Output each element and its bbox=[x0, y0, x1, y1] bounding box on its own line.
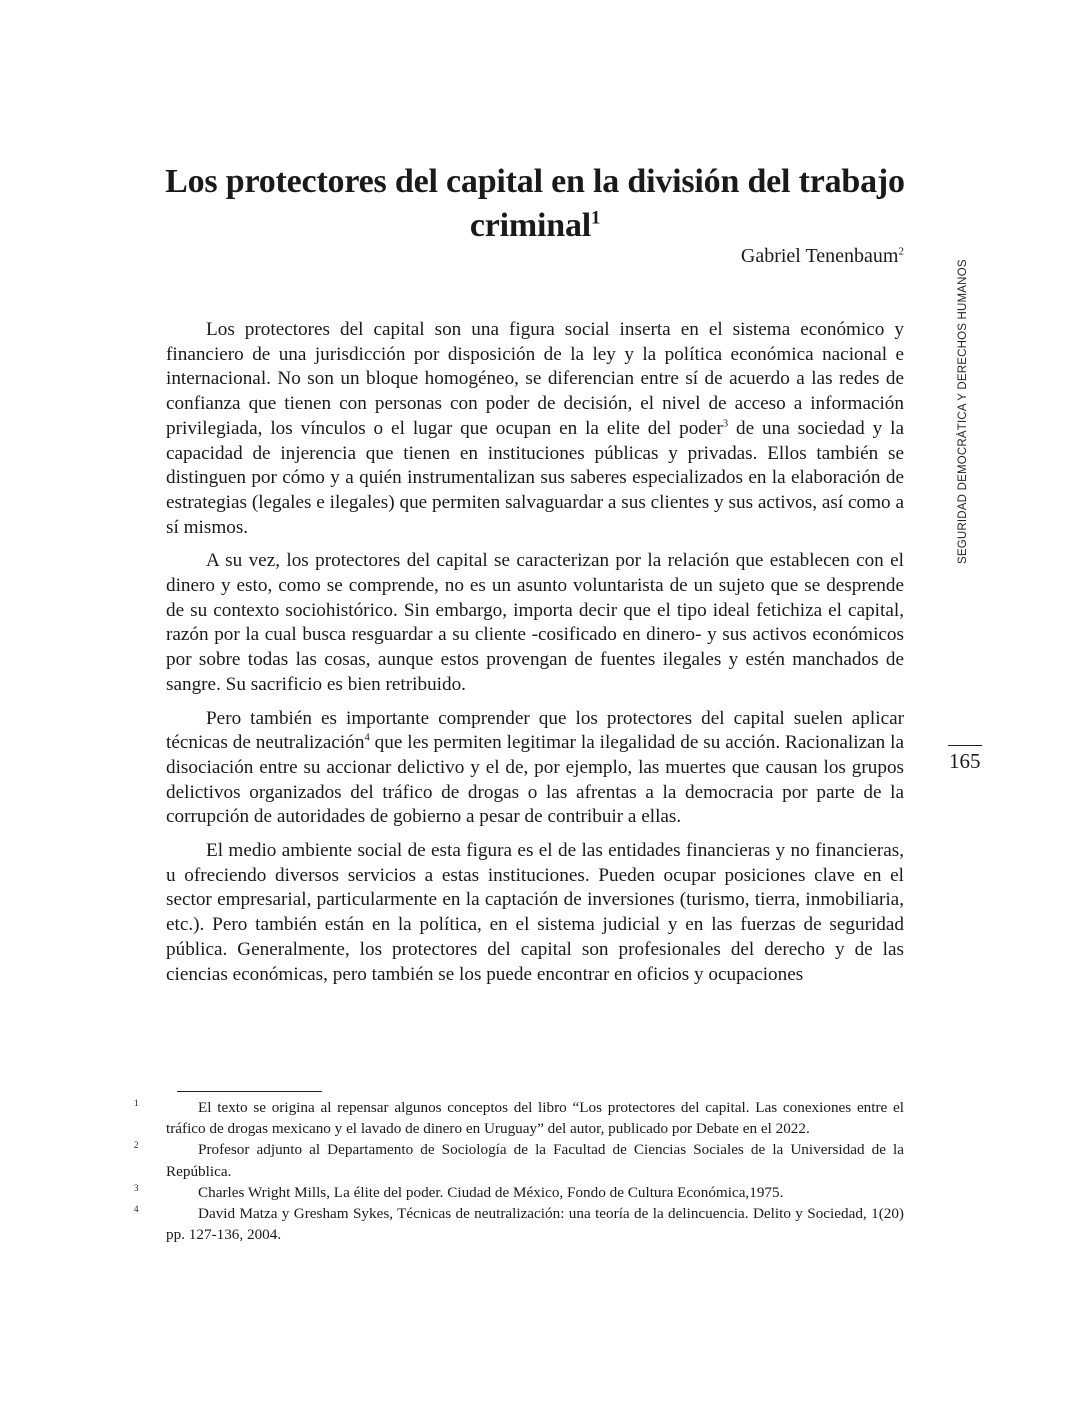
footnote-text: El texto se origina al repensar algunos conceptos del libro “Los protectores del capital. Las conexiones entre el tráfico de drogas mexicano y el lavado de dinero en Uruguay” del autor, publicado por Debate en el 2022. bbox=[166, 1099, 904, 1138]
footnote-text: David Matza y Gresham Sykes, Técnicas de neutralización: una teoría de la delincuencia. Delito y Sociedad, 1(20) pp. 127-136, 2004. bbox=[166, 1205, 904, 1244]
paragraph-text: El medio ambiente social de esta figura es el de las entidades financieras y no financieras, u ofreciendo diversos servicios a estas instituciones. Pueden ocupar posiciones clave en el sector empresarial, particularmente en la captación de inversiones (turismo, tierra, inmobiliaria, etc.). Pero también están en la política, en el sistema judicial y en las fuerzas de seguridad pública. Generalmente, los protectores del capital son profesionales del derecho y de las ciencias económicas, pero también se los puede encontrar en oficios y ocupaciones bbox=[166, 840, 904, 985]
author-footnote-ref[interactable]: 2 bbox=[898, 245, 904, 258]
title-footnote-ref[interactable]: 1 bbox=[591, 207, 601, 229]
footnotes bbox=[134, 1097, 904, 1245]
paragraph-text: que les permiten legitimar la ilegalidad de su acción. Racionalizan la disociación entre su accionar delictivo y el de, por ejemplo, las muertes que causan los grupos delictivos organizados del tráfico de drogas o las afrentas a la democracia por parte de la corrupción de autoridades de gobierno a pesar de contribuir a ellas. bbox=[166, 732, 904, 828]
page-number-rule bbox=[948, 745, 982, 746]
body-paragraph bbox=[166, 318, 904, 540]
body-paragraph bbox=[166, 839, 904, 987]
footnote-item bbox=[134, 1182, 904, 1203]
footnote-ref-4[interactable]: 4 bbox=[364, 732, 370, 744]
running-header: SEGURIDAD DEMOCRÁTICA Y DERECHOS HUMANOS bbox=[957, 259, 969, 564]
footnote-number: 3 bbox=[134, 1182, 139, 1193]
page-number: 165 bbox=[949, 749, 981, 773]
footnote-ref-3[interactable]: 3 bbox=[722, 418, 729, 430]
article-title bbox=[150, 160, 920, 248]
footnote-text: Profesor adjunto al Departamento de Sociología de la Facultad de Ciencias Sociales de la Universidad de la República. bbox=[166, 1141, 904, 1180]
footnote-separator bbox=[177, 1091, 322, 1092]
article-title-text: Los protectores del capital en la división del trabajo criminal bbox=[165, 163, 905, 244]
footnote-item bbox=[134, 1139, 904, 1181]
footnote-number: 1 bbox=[134, 1098, 139, 1108]
footnote-number: 2 bbox=[134, 1140, 139, 1151]
footnote-text: Charles Wright Mills, La élite del poder. Ciudad de México, Fondo de Cultura Económica,1975. bbox=[198, 1183, 784, 1201]
author-name: Gabriel Tenenbaum bbox=[740, 245, 899, 267]
author-line bbox=[741, 242, 904, 270]
body-paragraph bbox=[166, 707, 904, 831]
footnote-number: 4 bbox=[134, 1204, 139, 1215]
paragraph-text: A su vez, los protectores del capital se caracterizan por la relación que establecen con el dinero y esto, como se comprende, no es un asunto voluntarista de un sujeto que se desprende de su contexto sociohistórico. Sin embargo, importa decir que el tipo ideal fetichiza el capital, razón por la cual busca resguardar a su cliente -cosificado en dinero- y sus activos económicos por sobre todas las cosas, aunque estos provengan de fuentes ilegales y estén manchados de sangre. Su sacrificio es bien retribuido. bbox=[166, 550, 904, 695]
paragraph-text: Los protectores del capital son una figura social inserta en el sistema económico y financiero de una jurisdicción por disposición de la ley y la política económica nacional e internacional. No son un bloque homogéneo, se diferencian entre sí de acuerdo a las redes de confianza que tienen con personas con poder de decisión, el nivel de acceso a información privilegiada, los vínculos o el lugar que ocupan en la elite del poder bbox=[166, 319, 904, 439]
body-paragraph bbox=[166, 549, 904, 697]
paragraph-text: de una sociedad y la capacidad de injerencia que tienen en instituciones públicas y privadas. Ellos también se distinguen por cómo y a quién instrumentalizan sus saberes especializados en la elaboración de estrategias (legales e ilegales) que permiten salvaguardar a sus clientes y sus activos, así como a sí mismos. bbox=[166, 417, 905, 538]
footnote-item bbox=[134, 1097, 904, 1139]
paragraph-text: Pero también es importante comprender que los protectores del capital suelen aplicar técnicas de neutralización bbox=[166, 707, 904, 754]
article-body bbox=[166, 318, 904, 996]
footnote-item bbox=[134, 1203, 904, 1245]
